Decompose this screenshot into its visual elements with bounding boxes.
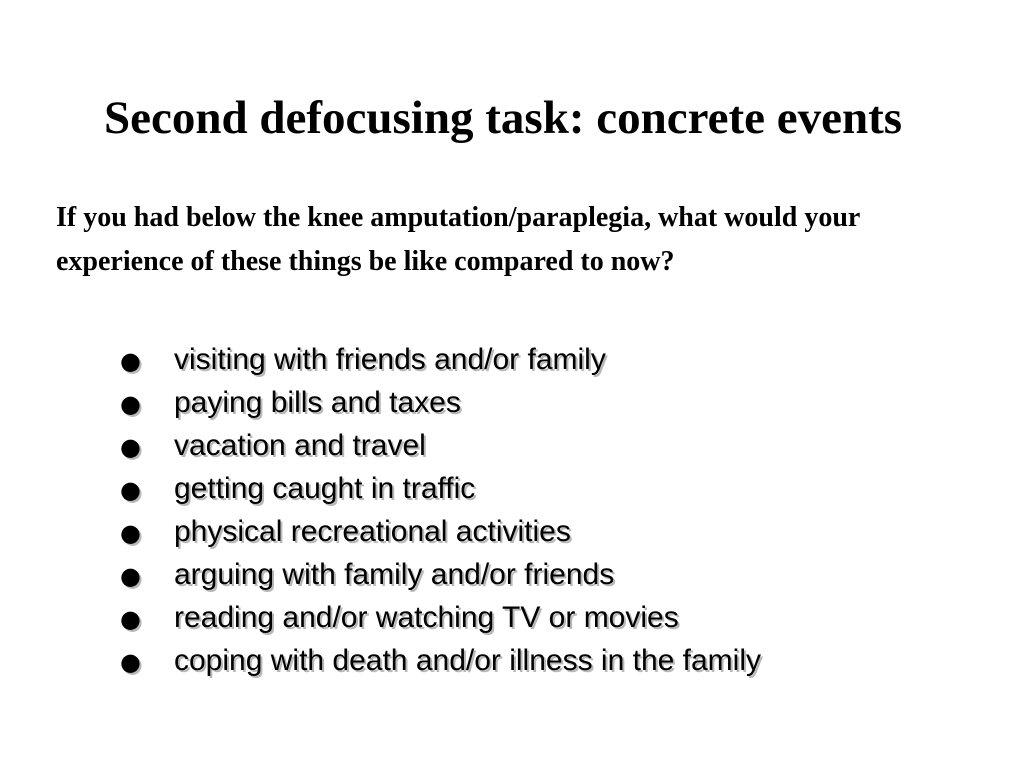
list-item	[120, 639, 1000, 682]
bullet-list	[120, 338, 1000, 682]
bullet-icon: ●	[120, 347, 141, 375]
list-item-text: physical recreational activities	[174, 515, 571, 548]
list-item	[120, 424, 1000, 467]
list-item-text: arguing with family and/or friends	[174, 558, 615, 591]
list-item	[120, 596, 1000, 639]
bullet-icon: ●	[120, 390, 141, 418]
bullet-icon: ●	[120, 605, 141, 633]
bullet-icon: ●	[120, 519, 141, 547]
list-item	[120, 467, 1000, 510]
list-item-text: visiting with friends and/or family	[174, 343, 606, 376]
bullet-icon: ●	[120, 433, 141, 461]
list-item	[120, 338, 1000, 381]
list-item	[120, 553, 1000, 596]
bullet-icon: ●	[120, 476, 141, 504]
bullet-icon: ●	[120, 562, 141, 590]
list-item	[120, 381, 1000, 424]
bullet-icon: ●	[120, 648, 141, 676]
slide-title: Second defocusing task: concrete events	[103, 92, 903, 144]
question-text: If you had below the knee amputation/paraplegia, what would your experience of these things be like compared to now?	[56, 202, 860, 277]
list-item	[120, 510, 1000, 553]
list-item-text: vacation and travel	[174, 429, 426, 462]
list-item-text: reading and/or watching TV or movies	[174, 601, 679, 634]
list-item-text: paying bills and taxes	[174, 386, 461, 419]
list-item-text: coping with death and/or illness in the family	[174, 644, 761, 677]
list-item-text: getting caught in traffic	[174, 472, 476, 505]
